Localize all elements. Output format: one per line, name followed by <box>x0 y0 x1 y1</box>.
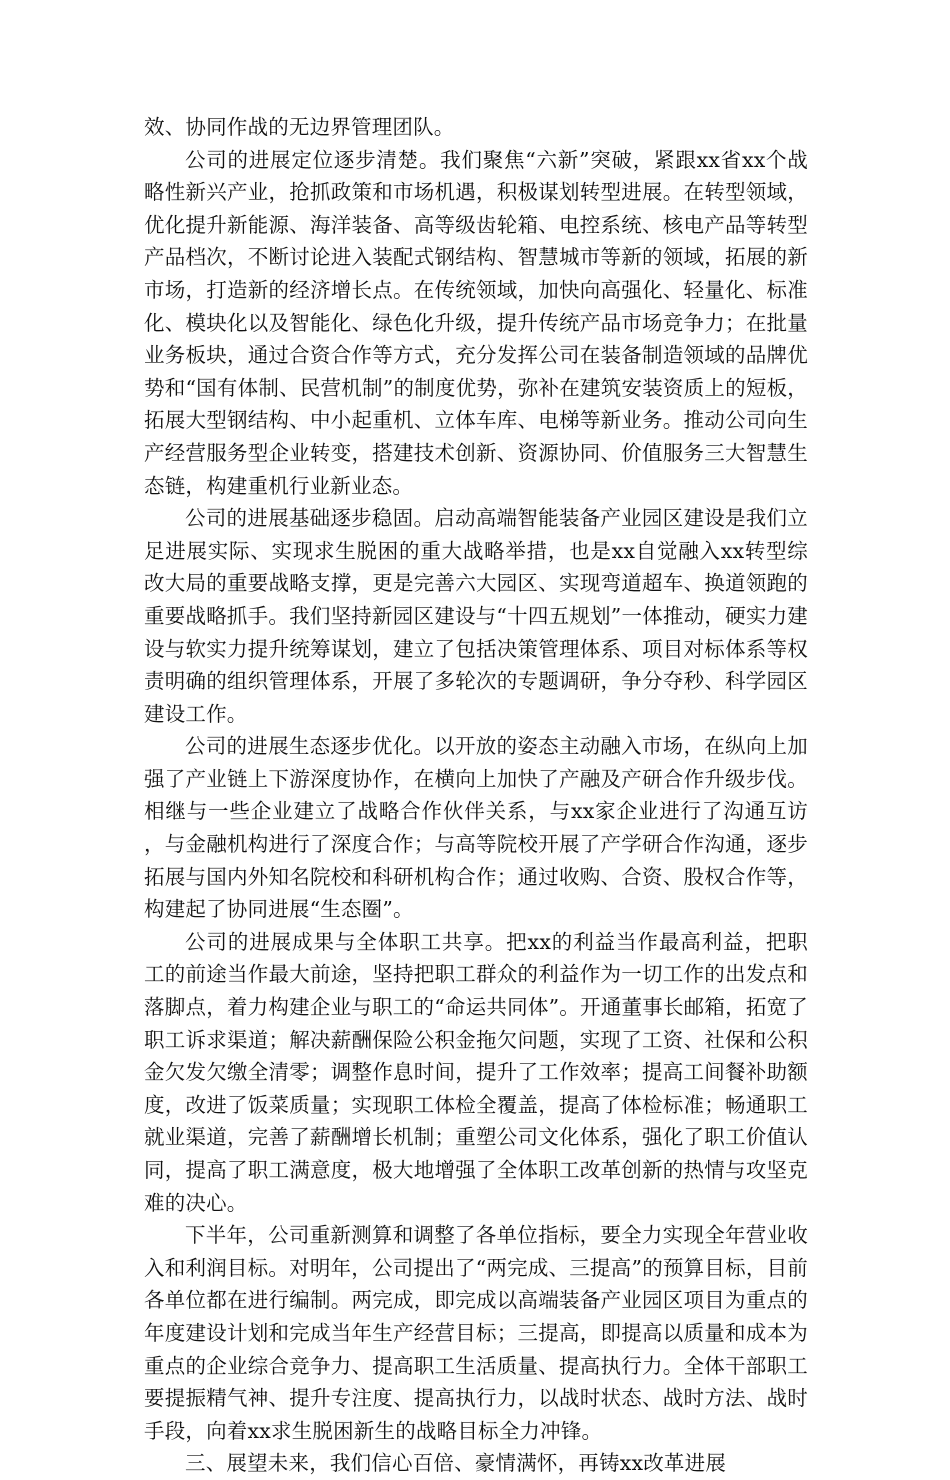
paragraph-continuation: 效、协同作战的无边界管理团队。 <box>144 115 455 139</box>
paragraph-second-half-targets: 下半年，公司重新测算和调整了各单位指标，要全力实现全年营业收入和利润目标。对明年，公司提出了“两完成、三提高”的预算目标，目前各单位都在进行编制。两完成，即完成以高端装备产业园区项目为重点的年度建设计划和完成当年生产经营目标；三提高，即提高以质量和成本为重点的企业综合竞争力、提高职工生活质量、提高执行力。全体干部职工要提振精气神、提升专注度、提高执行力，以战时状态、战时方法、战时手段，向着xx求生脱困新生的战略目标全力冲锋。 <box>144 1223 808 1443</box>
document-body <box>144 111 808 1480</box>
paragraph-foundation: 公司的进展基础逐步稳固。启动高端智能装备产业园区建设是我们立足进展实际、实现求生脱困的重大战略举措，也是xx自觉融入xx转型综改大局的重要战略支撑，更是完善六大园区、实现弯道超车、换道领跑的重要战略抓手。我们坚持新园区建设与“十四五规划”一体推动，硬实力建设与软实力提升统筹谋划，建立了包括决策管理体系、项目对标体系等权责明确的组织管理体系，开展了多轮次的专题调研，争分夺秒、科学园区建设工作。 <box>144 506 808 726</box>
paragraph-outlook: 三、展望未来，我们信心百倍、豪情满怀，再铸xx改革进展 <box>185 1451 727 1476</box>
paragraph-ecosystem: 公司的进展生态逐步优化。以开放的姿态主动融入市场，在纵向上加强了产业链上下游深度协作，在横向上加快了产融及产研合作升级步伐。相继与一些企业建立了战略合作伙伴关系，与xx家企业进行了沟通互访，与金融机构进行了深度合作；与高等院校开展了产学研合作沟通，逐步拓展与国内外知名院校和科研机构合作；通过收购、合资、股权合作等，构建起了协同进展“生态圈”。 <box>144 734 808 922</box>
paragraph-shared-results: 公司的进展成果与全体职工共享。把xx的利益当作最高利益，把职工的前途当作最大前途，坚持把职工群众的利益作为一切工作的出发点和落脚点，着力构建企业与职工的“命运共同体”。开通董事长邮箱，拓宽了职工诉求渠道；解决薪酬保险公积金拖欠问题，实现了工资、社保和公积金欠发欠缴全清零；调整作息时间，提升了工作效率；提高工间餐补助额度，改进了饭菜质量；实现职工体检全覆盖，提高了体检标准；畅通职工就业渠道，完善了薪酬增长机制；重塑公司文化体系，强化了职工价值认同，提高了职工满意度，极大地增强了全体职工改革创新的热情与攻坚克难的决心。 <box>144 929 808 1215</box>
paragraph-positioning: 公司的进展定位逐步清楚。我们聚焦“六新”突破，紧跟xx省xx个战略性新兴产业，抢抓政策和市场机遇，积极谋划转型进展。在转型领域，优化提升新能源、海洋装备、高等级齿轮箱、电控系统、核电产品等转型产品档次，不断讨论进入装配式钢结构、智慧城市等新的领域，拓展的新市场，打造新的经济增长点。在传统领域，加快向高强化、轻量化、标准化、模块化以及智能化、绿色化升级，提升传统产品市场竞争力；在批量业务板块，通过合资合作等方式，充分发挥公司在装备制造领域的品牌优势和“国有体制、民营机制”的制度优势，弥补在建筑安装资质上的短板，拓展大型钢结构、中小起重机、立体车库、电梯等新业务。推动公司向生产经营服务型企业转变，搭建技术创新、资源协同、价值服务三大智慧生态链，构建重机行业新业态。 <box>144 147 808 498</box>
